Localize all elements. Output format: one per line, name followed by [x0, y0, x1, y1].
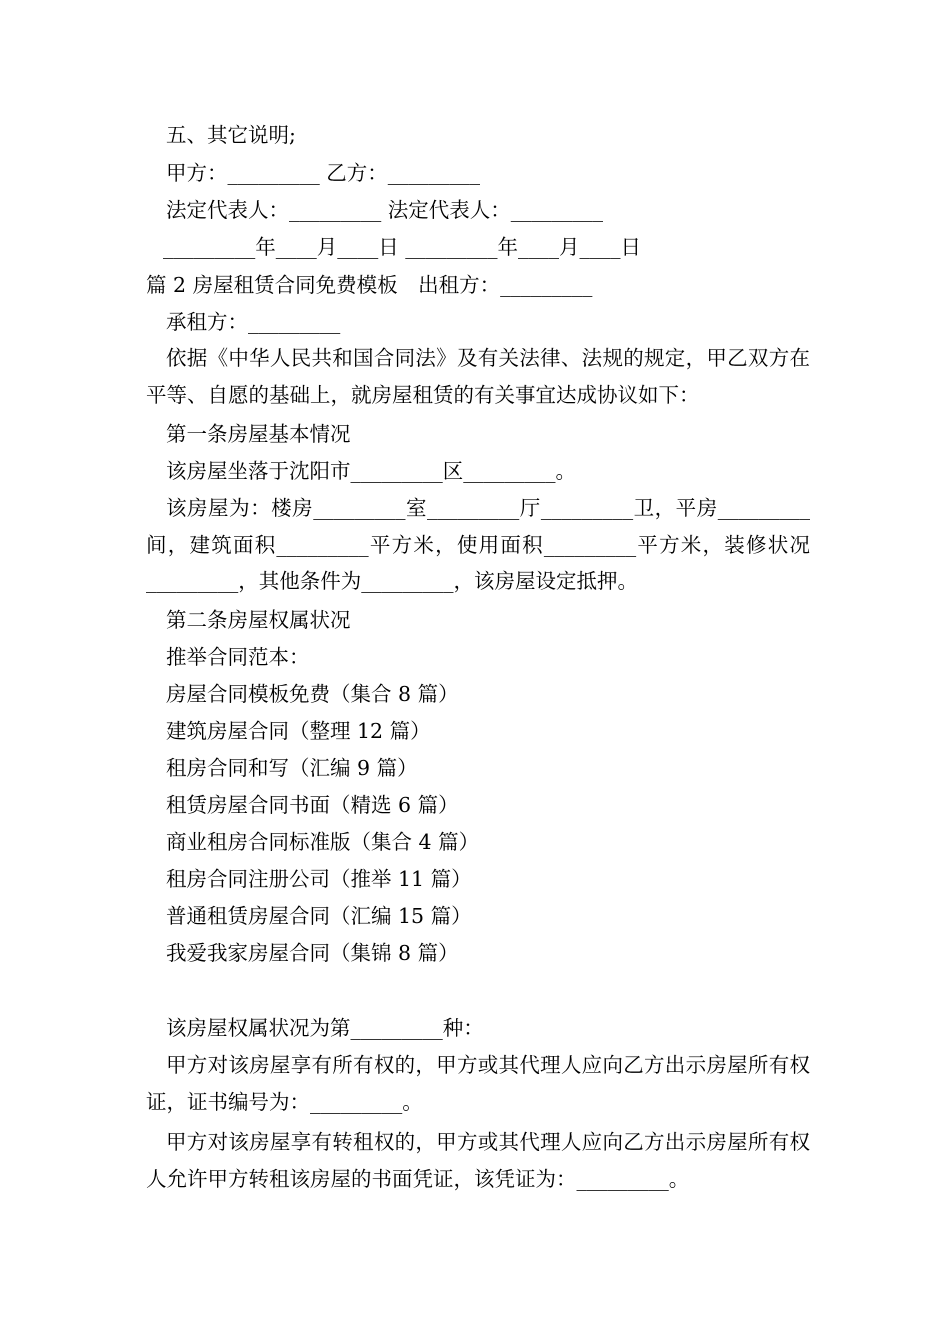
article-1-heading: 第一条房屋基本情况	[166, 422, 351, 446]
property-location-line: 该房屋坐落于沈阳市_________区_________。	[166, 459, 576, 483]
property-details-paragraph: 该房屋为：楼房_________室_________厅_________卫，平房_________间，建筑面积_________平方米，使用面积_________平方米，装修状况_________，其他条件为_________，该房屋设定抵押。	[146, 496, 810, 593]
list-item: 租赁房屋合同书面（精选 6 篇）	[166, 793, 459, 817]
sublease-paragraph: 甲方对该房屋享有转租权的，甲方或其代理人应向乙方出示房屋所有权人允许甲方转租该房屋的书面凭证，该凭证为：_________。	[146, 1130, 810, 1191]
list-item: 建筑房屋合同（整理 12 篇）	[166, 719, 431, 743]
list-item: 租房合同注册公司（推举 11 篇）	[166, 867, 472, 891]
list-item: 商业租房合同标准版（集合 4 篇）	[166, 830, 480, 854]
list-item: 普通租赁房屋合同（汇编 15 篇）	[166, 904, 472, 928]
legal-rep-line: 法定代表人：_________ 法定代表人：_________	[166, 198, 604, 222]
section-heading-other-notes: 五、其它说明;	[166, 123, 296, 147]
party-signature-line: 甲方：_________ 乙方：_________	[166, 161, 481, 185]
list-item: 我爱我家房屋合同（集锦 8 篇）	[166, 941, 459, 965]
ownership-type-line: 该房屋权属状况为第_________种：	[166, 1016, 484, 1040]
preamble-paragraph: 依据《中华人民共和国合同法》及有关法律、法规的规定，甲乙双方在平等、自愿的基础上，就房屋租赁的有关事宜达成协议如下：	[146, 346, 810, 407]
contract-title-lessor-line: 篇 2 房屋租赁合同免费模板 出租方：_________	[146, 273, 593, 297]
ownership-paragraph: 甲方对该房屋享有所有权的，甲方或其代理人应向乙方出示房屋所有权证，证书编号为：_________。	[146, 1053, 810, 1114]
recommended-templates-heading: 推举合同范本：	[166, 645, 310, 669]
date-line: _________年____月____日 _________年____月____日	[163, 235, 642, 259]
lessee-line: 承租方：_________	[166, 310, 341, 334]
list-item: 房屋合同模板免费（集合 8 篇）	[166, 682, 459, 706]
article-2-heading: 第二条房屋权属状况	[166, 608, 351, 632]
list-item: 租房合同和写（汇编 9 篇）	[166, 756, 418, 780]
